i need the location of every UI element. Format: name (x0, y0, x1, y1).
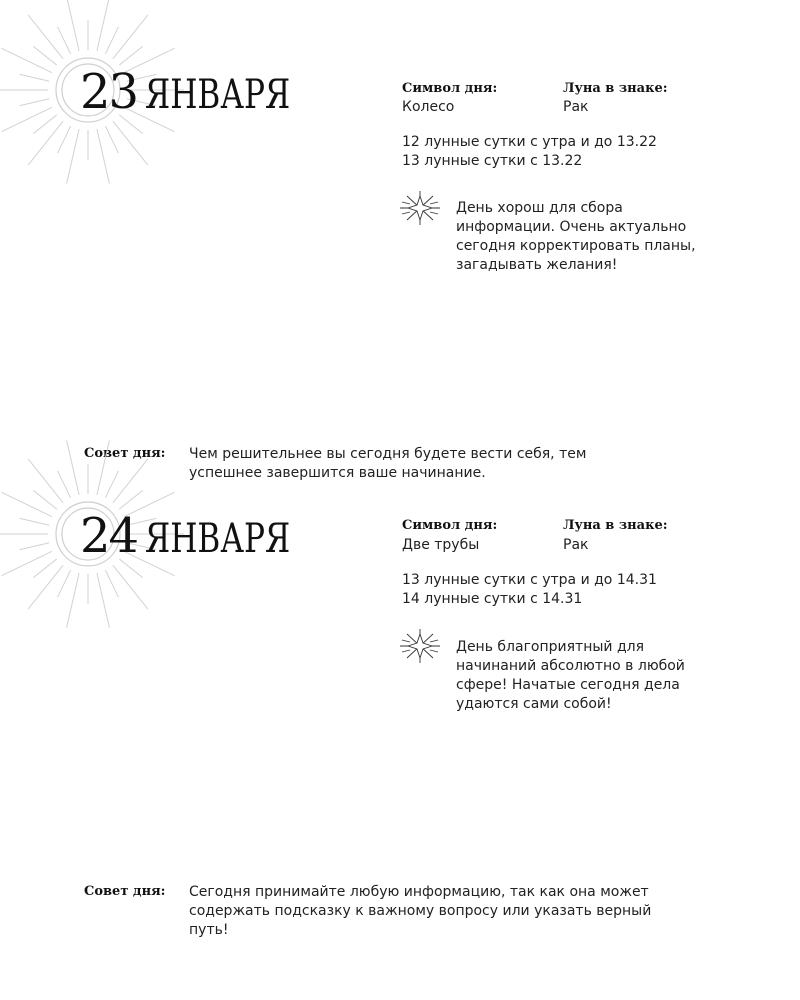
sun-ray (20, 74, 49, 81)
lunar-day-line: 13 лунные сутки с 13.22 (402, 153, 583, 169)
sun-ray (97, 0, 109, 51)
day-description: День хорош для сбора информации. Очень актуально сегодня корректировать планы, загадывать желания! (456, 200, 696, 273)
sun-ray (105, 27, 118, 54)
sun-ray (2, 48, 52, 72)
sun-ray (105, 570, 118, 597)
sun-ray (67, 0, 79, 51)
symbol-label: Символ дня: (402, 81, 498, 96)
date-title-1 (80, 64, 331, 120)
sun-ray (58, 126, 71, 153)
lunar-day-line: 14 лунные сутки с 14.31 (402, 591, 583, 607)
sun-ray (97, 129, 109, 184)
advice-text: Сегодня принимайте любую информацию, так как она может содержать подсказку к важному вопросу или указать верный путь! (189, 884, 652, 938)
lunar-day-line: 12 лунные сутки с утра и до 13.22 (402, 134, 657, 150)
sun-ray (28, 459, 63, 503)
symbol-label: Символ дня: (402, 518, 498, 533)
sun-ray (105, 126, 118, 153)
sun-ray (97, 440, 109, 495)
sun-ray (58, 570, 71, 597)
symbol-value: Две трубы (402, 537, 480, 553)
advice-text: Чем решительнее вы сегодня будете вести себя, тем успешнее завершится ваше начинание. (189, 446, 587, 481)
sun-ray (67, 440, 79, 495)
date-number: 23 (80, 64, 138, 120)
compass-star-icon (398, 190, 442, 226)
sun-ray (119, 46, 142, 65)
sun-ray (20, 99, 49, 106)
date-number: 24 (80, 508, 138, 564)
moon-label: Луна в знаке: (563, 81, 668, 96)
sun-ray (105, 471, 118, 498)
sun-ray (33, 490, 56, 509)
sun-ray (2, 107, 52, 131)
sun-ray (20, 543, 49, 550)
sun-ray (113, 15, 148, 59)
moon-label: Луна в знаке: (563, 518, 668, 533)
sun-ray (20, 518, 49, 525)
date-month: ЯНВАРЯ (145, 72, 291, 118)
moon-value: Рак (563, 537, 589, 553)
lunar-day-line: 13 лунные сутки с утра и до 14.31 (402, 572, 657, 588)
sun-ray (67, 129, 79, 184)
sun-ray (58, 27, 71, 54)
sun-ray (113, 459, 148, 503)
sun-ray (67, 573, 79, 628)
day-description: День благоприятный для начинаний абсолютно в любой сфере! Начатые сегодня дела удаются сами собой! (456, 639, 685, 712)
sun-ray (33, 46, 56, 65)
advice-label: Совет дня: (84, 884, 166, 899)
date-month: ЯНВАРЯ (145, 516, 291, 562)
symbol-value: Колесо (402, 99, 455, 115)
sun-ray (113, 565, 148, 609)
sun-ray (28, 565, 63, 609)
sun-ray (58, 471, 71, 498)
sun-ray (28, 121, 63, 165)
sun-ray (28, 15, 63, 59)
moon-value: Рак (563, 99, 589, 115)
sun-ray (33, 559, 56, 578)
advice-label: Совет дня: (84, 446, 166, 461)
sun-ray (113, 121, 148, 165)
sun-ray (2, 551, 52, 575)
sun-ray (33, 115, 56, 134)
sun-ray (119, 490, 142, 509)
sun-ray (2, 492, 52, 516)
sun-ray (97, 573, 109, 628)
date-title-2 (80, 508, 331, 564)
compass-star-icon (398, 628, 442, 664)
